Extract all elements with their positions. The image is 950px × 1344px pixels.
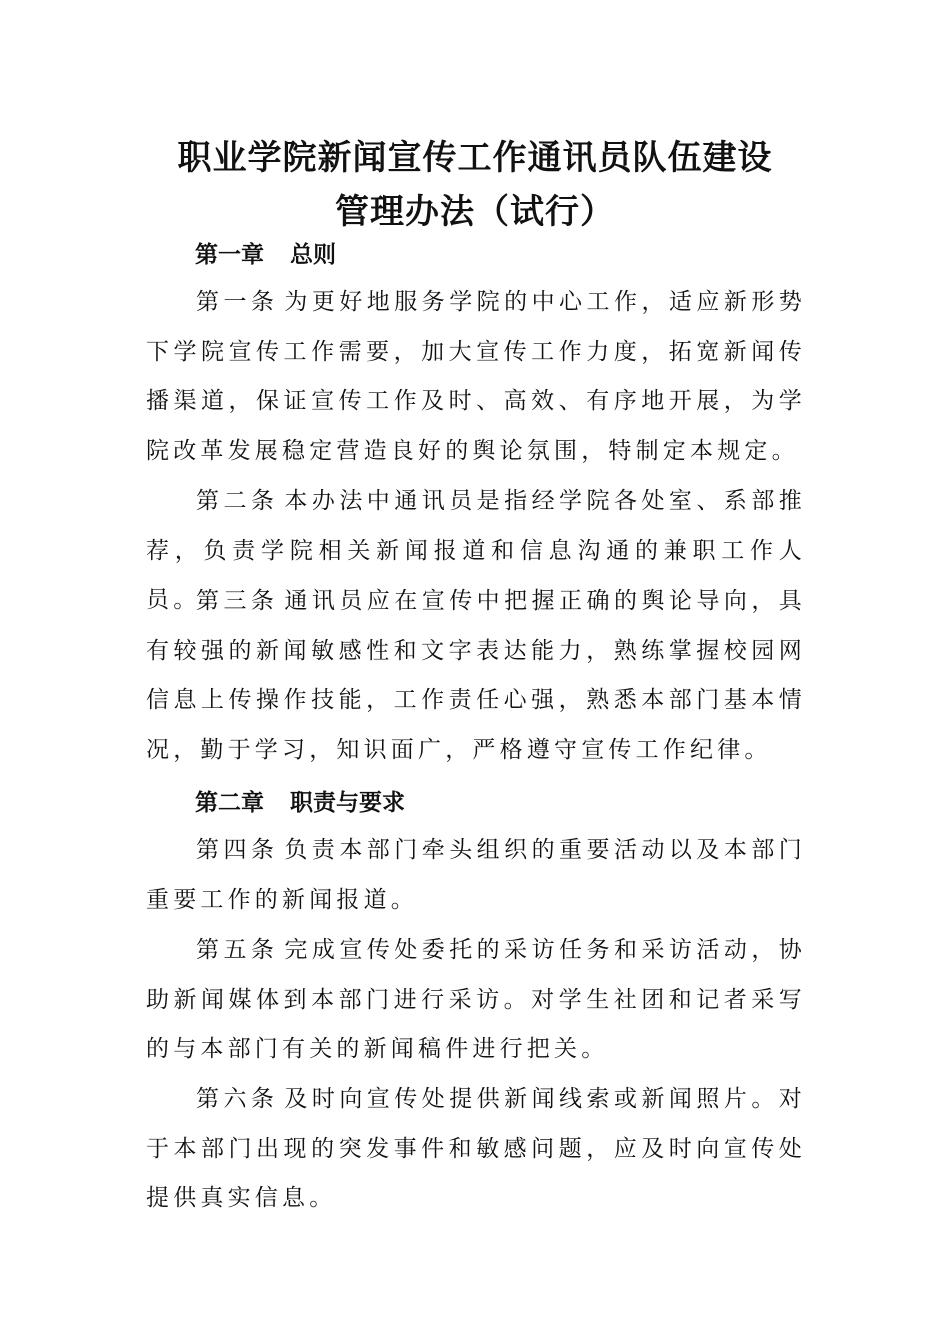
article-label: 第二条: [196, 488, 279, 514]
article-label: 第一条: [196, 289, 279, 315]
chapter-heading-1: [195, 236, 336, 269]
article-3: [146, 577, 806, 775]
chapter-name: 总则: [290, 242, 336, 268]
article-label: 第三条: [196, 588, 279, 614]
article-text: 完成宣传处委托的采访任务和采访活动，协助新闻媒体到本部门进行采访。对学生社团和记者采写的与本部门有关的新闻稿件进行把关。: [146, 937, 806, 1062]
chapter-name: 职责与要求: [290, 790, 405, 816]
article-label: 第五条: [196, 937, 279, 963]
article-text: 通讯员应在宣传中把握正确的舆论导向，具有较强的新闻敏感性和文字表达能力，熟练掌握校园网信息上传操作技能，工作责任心强，熟悉本部门基本情况，勤于学习，知识面广，严格遵守宣传工作纪律。: [146, 588, 806, 763]
chapter-number: 第二章: [195, 790, 264, 816]
chapter-number: 第一章: [195, 242, 264, 268]
article-text: 为更好地服务学院的中心工作，适应新形势下学院宣传工作需要，加大宣传工作力度，拓宽新闻传播渠道，保证宣传工作及时、高效、有序地开展，为学院改革发展稳定营造良好的舆论氛围，特制定本规定。: [146, 289, 806, 464]
article-4: [146, 826, 806, 925]
article-text: 负责本部门牵头组织的重要活动以及本部门重要工作的新闻报道。: [146, 837, 806, 913]
article-text: 及时向宣传处提供新闻线索或新闻照片。对于本部门出现的突发事件和敏感问题，应及时向宣传处提供真实信息。: [146, 1086, 806, 1211]
article-label: 第四条: [196, 837, 279, 863]
chapter-heading-2: [195, 784, 405, 817]
article-1: [146, 278, 806, 476]
article-label: 第六条: [196, 1086, 279, 1112]
article-text: 本办法中通讯员是指经学院各处室、系部推荐，负责学院相关新闻报道和信息沟通的兼职工作人员。: [146, 488, 806, 613]
document-title-line-2: 管理办法（试行）: [335, 192, 615, 232]
document-title-line-1: 职业学院新闻宣传工作通讯员队伍建设: [177, 138, 773, 178]
article-6: [146, 1075, 806, 1224]
article-5: [146, 926, 806, 1075]
